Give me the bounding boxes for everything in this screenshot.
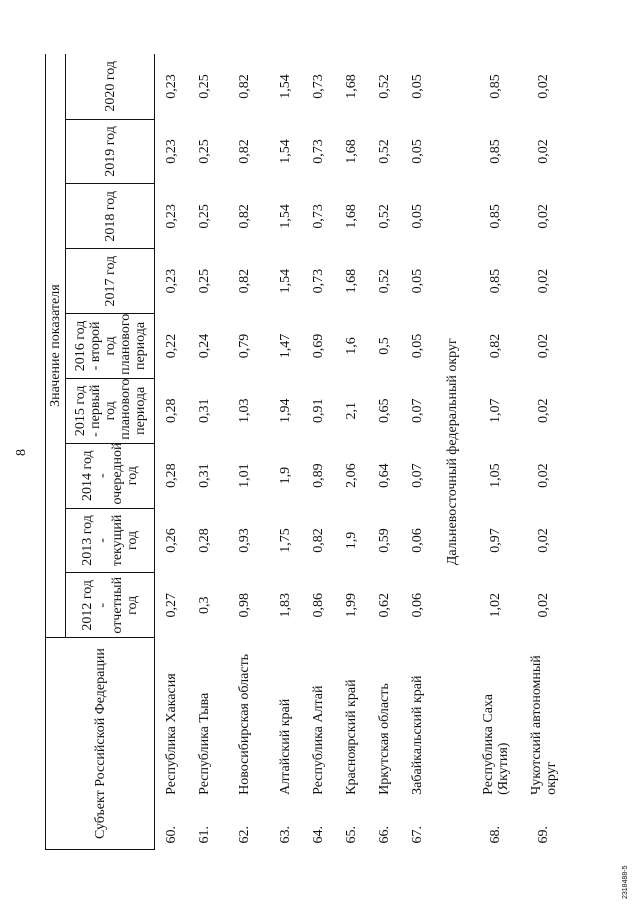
indicator-value: 0,93 <box>237 528 252 553</box>
indicator-value: 0,73 <box>310 74 326 99</box>
indicator-value: 0,25 <box>196 204 212 229</box>
region-name: Алтайский край <box>277 698 293 795</box>
row-number: 68. <box>488 826 503 844</box>
indicator-value: 2,1 <box>343 402 359 420</box>
indicator-value: 1,47 <box>277 333 293 359</box>
indicator-value: 0,05 <box>409 268 425 294</box>
indicator-value: 0,62 <box>376 593 392 618</box>
year-header: 2015 год - первый год планового периода <box>66 378 155 443</box>
page-number: 8 <box>14 449 29 456</box>
indicator-value: 0,69 <box>310 333 326 359</box>
indicator-value: 0,73 <box>310 204 326 229</box>
indicator-value: 1,07 <box>488 398 503 424</box>
year-header: 2016 год - второй год планового периода <box>66 314 155 379</box>
indicator-value: 1,83 <box>277 593 293 618</box>
indicator-value: 0,02 <box>536 528 551 553</box>
indicator-value: 1,05 <box>488 463 503 488</box>
row-number: 64. <box>310 826 326 844</box>
region-name: Забайкальский край <box>409 675 425 795</box>
indicator-value: 0,86 <box>310 593 326 618</box>
indicator-value: 0,73 <box>310 139 326 164</box>
indicator-value: 0,02 <box>536 333 551 359</box>
table-row <box>155 54 188 850</box>
indicator-value: 0,59 <box>376 528 392 553</box>
indicator-value: 1,68 <box>343 74 359 99</box>
row-number: 65. <box>343 826 359 844</box>
indicator-value: 0,82 <box>237 74 252 99</box>
indicator-value: 0,97 <box>488 528 503 553</box>
indicator-value: 0,82 <box>310 528 326 553</box>
indicator-value: 0,23 <box>163 74 179 99</box>
subject-header: Субъект Российской Федерации <box>46 638 155 850</box>
indicator-value: 0,3 <box>196 596 212 615</box>
indicator-value: 0,07 <box>409 398 425 424</box>
indicator-value: 0,82 <box>237 268 252 294</box>
indicator-value: 0,05 <box>409 139 425 164</box>
indicator-value: 0,24 <box>196 333 212 359</box>
table-row <box>269 54 302 850</box>
indicator-value: 0,02 <box>536 74 551 99</box>
table-row <box>302 54 335 850</box>
indicator-value: 0,23 <box>163 204 179 229</box>
region-name: Новосибирская область <box>237 653 252 795</box>
table-row <box>520 54 568 850</box>
indicator-value: 0,98 <box>237 593 252 618</box>
indicator-value: 1,6 <box>343 337 359 355</box>
indicator-value: 0,28 <box>163 463 179 488</box>
indicator-value: 0,85 <box>488 204 503 229</box>
indicator-value: 1,75 <box>277 528 293 553</box>
region-name: Республика Саха (Якутия) <box>480 694 511 795</box>
row-number: 60. <box>163 826 179 844</box>
indicator-value: 0,79 <box>237 333 252 359</box>
indicator-value: 1,02 <box>488 593 503 618</box>
indicator-value: 0,73 <box>310 268 326 294</box>
indicator-value: 0,52 <box>376 268 392 294</box>
indicator-table <box>45 54 568 850</box>
indicator-value: 0,82 <box>237 204 252 229</box>
indicator-value: 1,54 <box>277 268 293 294</box>
indicator-value: 0,5 <box>376 337 392 355</box>
indicator-value: 0,28 <box>196 528 212 553</box>
table-row <box>368 54 401 850</box>
table-row <box>472 54 520 850</box>
region-name: Республика Хакасия <box>163 673 179 795</box>
indicator-value: 0,85 <box>488 74 503 99</box>
indicator-value: 1,01 <box>237 463 252 488</box>
document-code: 2318488-5 <box>622 865 629 899</box>
indicator-value: 0,65 <box>376 398 392 424</box>
year-header: 2012 год - отчетный год <box>66 573 155 638</box>
indicator-value: 1,9 <box>277 466 293 485</box>
indicator-value: 0,82 <box>488 333 503 359</box>
row-number: 66. <box>376 826 392 844</box>
indicator-value: 0,31 <box>196 398 212 424</box>
indicator-value: 1,54 <box>277 204 293 229</box>
region-name: Республика Алтай <box>310 685 326 795</box>
indicator-value: 0,26 <box>163 528 179 553</box>
row-number: 69. <box>536 826 551 844</box>
indicator-value: 0,02 <box>536 398 551 424</box>
indicator-value: 0,22 <box>163 333 179 359</box>
group-header: Значение показателя <box>46 54 66 638</box>
indicator-value: 0,23 <box>163 139 179 164</box>
year-header: 2014 год - очередной год <box>66 443 155 508</box>
indicator-value: 0,85 <box>488 268 503 294</box>
indicator-value: 0,25 <box>196 268 212 294</box>
indicator-value: 0,82 <box>237 139 252 164</box>
indicator-value: 0,05 <box>409 333 425 359</box>
indicator-value: 0,05 <box>409 74 425 99</box>
table-row <box>188 54 221 850</box>
indicator-value: 0,25 <box>196 139 212 164</box>
year-header: 2020 год <box>66 54 155 119</box>
table-row <box>221 54 269 850</box>
indicator-value: 0,06 <box>409 528 425 553</box>
indicator-value: 0,64 <box>376 463 392 488</box>
indicator-value: 0,06 <box>409 593 425 618</box>
indicator-value: 0,07 <box>409 463 425 488</box>
indicator-value: 0,31 <box>196 463 212 488</box>
indicator-value: 0,05 <box>409 204 425 229</box>
region-name: Республика Тыва <box>196 692 212 795</box>
indicator-value: 1,9 <box>343 531 359 550</box>
table-row <box>335 54 368 850</box>
year-header: 2017 год <box>66 249 155 314</box>
indicator-value: 1,03 <box>237 398 252 424</box>
indicator-value: 0,28 <box>163 398 179 424</box>
table-row <box>401 54 434 850</box>
region-name: Красноярский край <box>343 679 359 795</box>
indicator-value: 0,52 <box>376 139 392 164</box>
row-number: 63. <box>277 826 293 844</box>
indicator-value: 0,52 <box>376 74 392 99</box>
indicator-value: 1,54 <box>277 139 293 164</box>
indicator-value: 0,02 <box>536 268 551 294</box>
row-number: 61. <box>196 826 212 844</box>
indicator-value: 1,99 <box>343 593 359 618</box>
indicator-value: 1,54 <box>277 74 293 99</box>
row-number: 67. <box>409 826 425 844</box>
year-header: 2019 год <box>66 119 155 184</box>
indicator-value: 1,94 <box>277 398 293 424</box>
year-header: 2013 год - текущий год <box>66 508 155 573</box>
district-heading: Дальневосточный федеральный округ <box>445 338 460 566</box>
indicator-value: 0,85 <box>488 139 503 164</box>
indicator-value: 1,68 <box>343 204 359 229</box>
region-name: Иркутская область <box>376 683 392 795</box>
indicator-value: 0,89 <box>310 463 326 488</box>
indicator-value: 0,02 <box>536 463 551 488</box>
indicator-value: 0,02 <box>536 204 551 229</box>
indicator-value: 1,68 <box>343 268 359 294</box>
indicator-value: 0,52 <box>376 204 392 229</box>
row-number: 62. <box>237 826 252 844</box>
indicator-value: 0,25 <box>196 74 212 99</box>
indicator-value: 2,06 <box>343 463 359 488</box>
indicator-value: 1,68 <box>343 139 359 164</box>
indicator-value: 0,91 <box>310 398 326 424</box>
indicator-value: 0,02 <box>536 139 551 164</box>
indicator-value: 0,23 <box>163 268 179 294</box>
indicator-value: 0,02 <box>536 593 551 618</box>
year-header: 2018 год <box>66 184 155 249</box>
region-name: Чукотский автономный округ <box>528 655 559 795</box>
indicator-value: 0,27 <box>163 593 179 618</box>
